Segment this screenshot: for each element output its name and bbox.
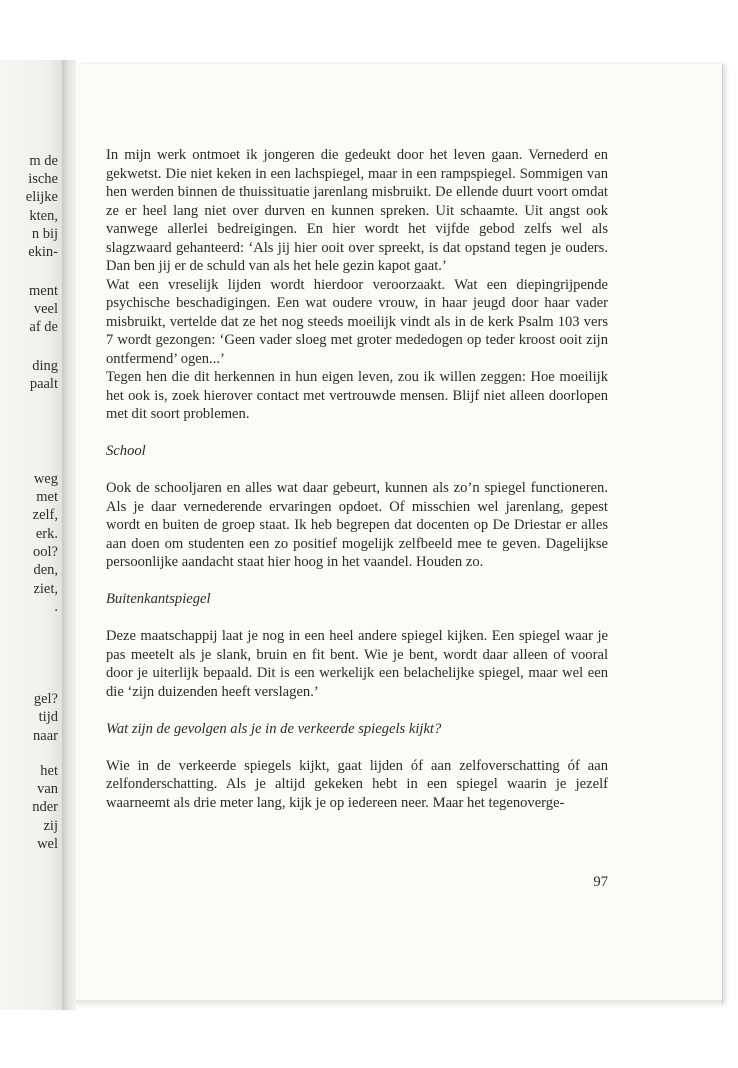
- left-fragment: weg: [33, 471, 58, 487]
- left-fragment: ziet,: [33, 581, 58, 597]
- left-fragment: af de: [29, 319, 58, 335]
- section-heading-school: School: [106, 443, 146, 459]
- left-fragment: tijd: [38, 709, 58, 725]
- left-fragment: van: [37, 781, 58, 797]
- left-fragment: ding: [32, 358, 58, 374]
- page-number: 97: [593, 874, 608, 890]
- section-heading-gevolgen: Wat zijn de gevolgen als je in de verkeerde spiegels kijkt?: [106, 720, 442, 737]
- left-fragment: zij: [43, 818, 58, 834]
- left-fragment: ekin-: [28, 244, 58, 260]
- left-fragment: gel?: [33, 691, 58, 707]
- left-page-edge: [0, 60, 62, 1010]
- left-fragment: paalt: [29, 376, 58, 392]
- paragraph: Wie in de verkeerde spiegels kijkt, gaat lijden óf aan zelfoverschatting óf aan zelfonderschatting. Als je altijd gekeken hebt in een spiegel waarin je jezelf waarneemt als drie meter lang, kijk je op iedereen neer. Maar het tegenoverge-: [106, 757, 608, 811]
- left-fragment: kten,: [29, 208, 58, 224]
- left-fragment: veel: [33, 301, 58, 317]
- left-fragment: naar: [33, 728, 58, 744]
- page-bottom-shadow: [76, 1000, 722, 1008]
- section-heading-buitenkantspiegel: Buitenkantspiegel: [106, 591, 211, 607]
- paragraph: Wat een vreselijk lijden wordt hierdoor veroorzaakt. Wat een diepingrijpende psychische beschadigingen. Een wat oudere vrouw, in haar jeugd door haar vader misbruikt, vertelde dat ze het nog steeds moeilijk vindt als in de kerk Psalm 103 vers 7 wordt gezongen: ‘Geen vader sloeg met groter mededogen op teder kroost ooit zijn ontfermend’ ogen...’: [106, 276, 608, 367]
- left-fragment: met: [36, 489, 58, 505]
- left-fragment: ment: [29, 283, 58, 299]
- paragraph: In mijn werk ontmoet ik jongeren die gedeukt door het leven gaan. Vernederd en gekwetst. Die niet keken in een lachspiegel, maar in een rampspiegel. Sommigen van hen werden binnen de thuissituatie jarenlang misbruikt. De ellende duurt voort omdat ze er heel lang niet over durven en kunnen spreken. Uit schaamte. Uit angst ook vanwege allerlei bedreigingen. En hier wordt het vijfde gebod zelfs wel als slagzwaard gehanteerd: ‘Als jij hier ooit over spreekt, is dat opstand tegen je ouders. Dan ben jij er de schuld van als het hele gezin kapot gaat.’: [106, 147, 608, 274]
- left-fragment: n bij: [31, 226, 58, 242]
- left-fragment: ool?: [33, 544, 58, 560]
- left-fragment: .: [54, 599, 58, 615]
- paragraph: Ook de schooljaren en alles wat daar gebeurt, kunnen als zo’n spiegel functioneren. Als je daar vernederende ervaringen opdoet. Of misschien wel jarenlang, gepest wordt en buiten de groep staat. Ik heb begrepen dat docenten op De Driestar er alles aan doen om studenten een zo positief mogelijk zelfbeeld mee te geven. Dagelijkse persoonlijke aandacht staat hier hoog in het vaandel. Houden zo.: [106, 480, 608, 570]
- left-fragment: m de: [29, 153, 58, 169]
- left-fragment: ische: [28, 171, 58, 187]
- left-fragment: erk.: [35, 526, 58, 542]
- left-fragment: nder: [32, 799, 58, 815]
- left-fragment: den,: [33, 562, 58, 578]
- book-spine: [62, 60, 76, 1010]
- left-fragment: elijke: [25, 189, 58, 205]
- paragraph: Tegen hen die dit herkennen in hun eigen leven, zou ik willen zeggen: Hoe moeilijk het ook is, zoek hierover contact met vertrouwde mensen. Blijf niet alleen doorlopen met dit soort problemen.: [106, 369, 608, 422]
- page-body: [106, 146, 608, 812]
- left-fragment: zelf,: [32, 507, 58, 523]
- left-fragment: het: [40, 763, 58, 779]
- paragraph: Deze maatschappij laat je nog in een heel andere spiegel kijken. Een spiegel waar je pas meetelt als je slank, bruin en fit bent. Wie je bent, wordt daar alleen of vooral door je uiterlijk bepaald. Dit is een werkelijk een belachelijke spiegel, maar wel een die ‘zijn duizenden heeft verslagen.’: [106, 628, 608, 700]
- left-fragment: wel: [37, 836, 58, 852]
